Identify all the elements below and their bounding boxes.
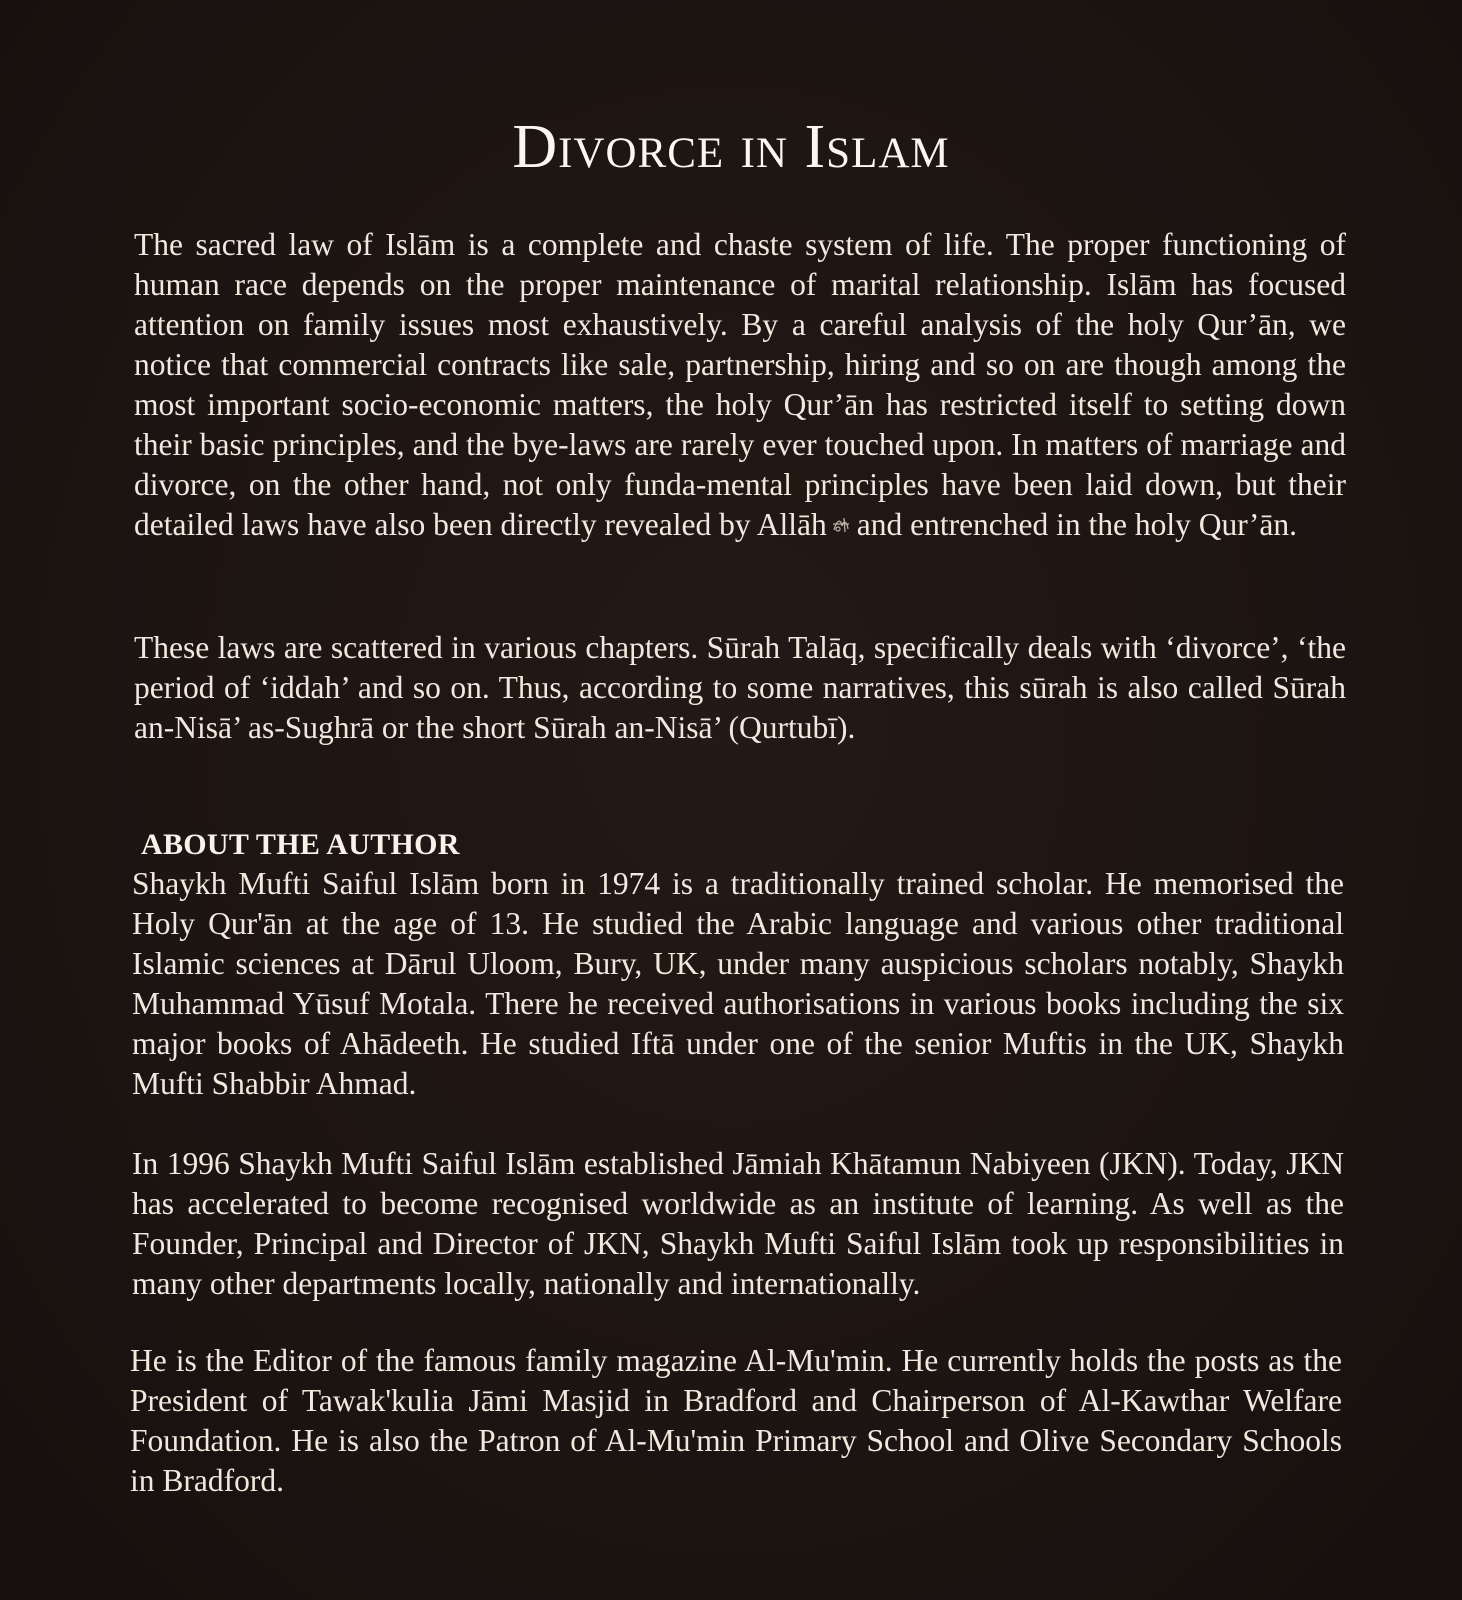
intro-paragraph-1-text-end: and entrenched in the holy Qur’ān. [856,507,1297,543]
honorific-calligraphy-icon [831,505,851,545]
intro-paragraph-1 [134,225,1346,551]
intro-paragraph-2: These laws are scattered in various chapters. Sūrah Talāq, specifically deals with ‘divorce’, ‘the period of ‘iddah’ and so on. Thus, according to some narratives, this sūrah is also called Sūrah an-Nisā’ as-Sughrā or the short Sūrah an-Nisā’ (Qurtubī). [134,630,1346,745]
author-paragraph-3: He is the Editor of the famous family magazine Al-Mu'min. He currently holds the posts as the President of Tawak'kulia Jāmi Masjid in Bradford and Chairperson of Al-Kawthar Welfare Foundation. He is also the Patron of Al-Mu'min Primary School and Olive Secondary Schools in Bradford. [130,1343,1342,1498]
about-author-heading: ABOUT THE AUTHOR [141,828,460,861]
intro-paragraph-1-text: The sacred law of Islām is a complete and chaste system of life. The proper functioning of human race depends on the proper maintenance of marital relationship. Islām has focused attention on family issues most exhaustively. By a careful analysis of the holy Qur’ān, we notice that commercial contracts like sale, partnership, hiring and so on are though among the most important socio-economic matters, the holy Qur’ān has restricted itself to setting down their basic principles, and the bye-laws are rarely ever touched upon. In matters of marriage and divorce, on the other hand, not only funda-mental principles have been laid down, but their detailed laws have also been directly revealed by Allāh [134,227,1346,543]
author-paragraph-1: Shaykh Mufti Saiful Islām born in 1974 is a traditionally trained scholar. He memorised the Holy Qur'ān at the age of 13. He studied the Arabic language and various other traditional Islamic sciences at Dārul Uloom, Bury, UK, under many auspicious scholars notably, Shaykh Muhammad Yūsuf Motala. There he received authorisations in various books including the six major books of Ahādeeth. He studied Iftā under one of the senior Muftis in the UK, Shaykh Mufti Shabbir Ahmad. [132,866,1344,1101]
author-paragraph-2: In 1996 Shaykh Mufti Saiful Islām established Jāmiah Khātamun Nabiyeen (JKN). Today, JKN has accelerated to become recognised worldwide as an institute of learning. As well as the Founder, Principal and Director of JKN, Shaykh Mufti Saiful Islām took up responsibilities in many other departments locally, nationally and internationally. [132,1146,1344,1301]
page-title: Divorce in Islam [512,113,950,181]
